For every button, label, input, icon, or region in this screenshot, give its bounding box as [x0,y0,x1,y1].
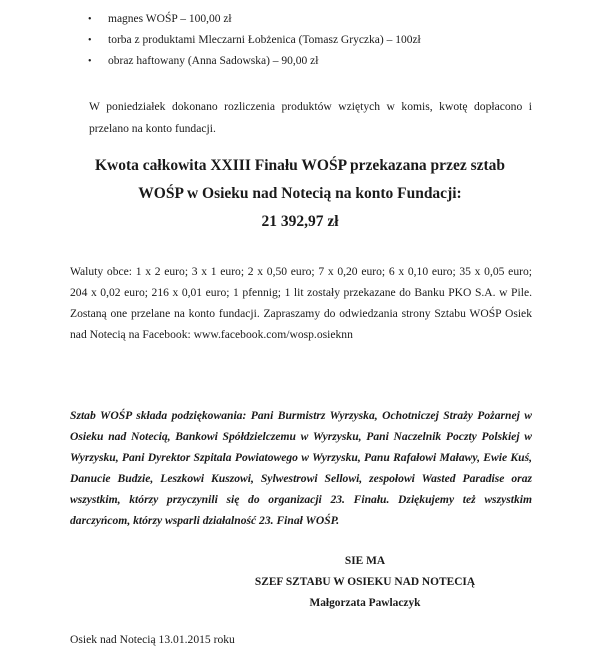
signature-name: Małgorzata Pawlaczyk [309,597,421,609]
settlement-paragraph: W poniedziałek dokonano rozliczenia produktów wziętych w komis, kwotę dopłacono i przelano na konto fundacji. [89,100,532,135]
list-item-text: torba z produktami Mleczarni Łobżenica (Tomasz Gryczka) – 100zł [108,34,421,46]
item-list [86,9,421,72]
list-item-text: obraz haftowany (Anna Sadowska) – 90,00 zł [108,55,319,67]
list-item [86,30,421,51]
currency-paragraph: Waluty obce: 1 x 2 euro; 3 x 1 euro; 2 x 0,50 euro; 7 x 0,20 euro; 6 x 0,10 euro; 35 x 0,05 euro; 204 x 0,02 euro; 216 x 0,01 euro; 1 pfennig; 1 lit zostały przekazane do Banku PKO S.A. w Pile. Zostaną one przelane na konto fundacji. Zapraszamy do odwiedzania strony Sztabu WOŚP Osiek nad Notecią na Facebook: www.facebook.com/wosp.osieknn [70,265,532,341]
heading-line-2: WOŚP w Osieku nad Notecią na konto Fundacji: [138,185,462,202]
list-item [86,9,421,30]
signature-title: SZEF SZTABU W OSIEKU NAD NOTECIĄ [254,576,476,588]
total-amount-heading [60,152,540,236]
signature-block [210,551,520,614]
list-item-text: magnes WOŚP – 100,00 zł [108,13,232,25]
thanks-paragraph: Sztab WOŚP składa podziękowania: Pani Burmistrz Wyrzyska, Ochotniczej Straży Pożarnej w Osieku nad Notecią, Bankowi Spółdzielczemu w Wyrzysku, Pani Naczelnik Poczty Polskiej w Wyrzysku, Pani Dyrektor Szpitala Powiatowego w Wyrzysku, Panu Rafałowi Maławy, Ewie Kuś, Danucie Budzie, Leszkowi Kuszowi, Sylwestrowi Sellowi, zespołowi Wasted Paradise oraz wszystkim, którzy przyczynili się do organizacji 23. Finału. Dziękujemy też wszystkim darczyńcom, którzy wsparli działalność 23. Finał WOŚP. [70,409,532,527]
signature-line-1: SIE MA [344,555,386,567]
bullet-icon: • [88,35,92,46]
list-item [86,51,421,72]
total-amount: 21 392,97 zł [261,213,339,230]
heading-line-1: Kwota całkowita XXIII Finału WOŚP przekazana przez sztab [94,157,506,174]
bullet-icon: • [88,14,92,25]
place-date: Osiek nad Notecią 13.01.2015 roku [70,633,235,646]
bullet-icon: • [88,56,92,67]
